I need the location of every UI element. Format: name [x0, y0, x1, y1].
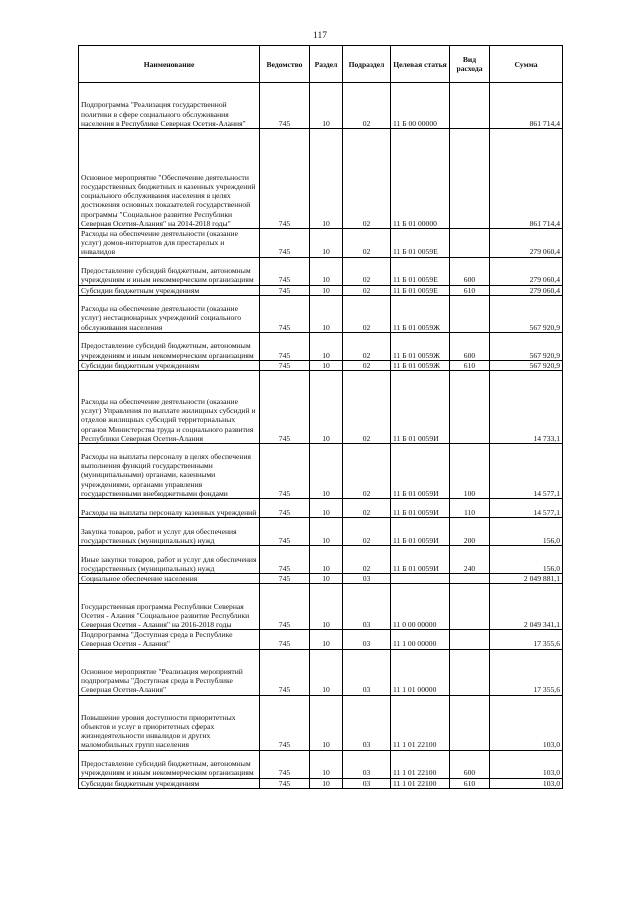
cell-podrazdel: 02 [343, 332, 391, 360]
cell-name: Закупка товаров, работ и услуг для обеспечения государственных (муниципальных) нужд [79, 518, 260, 546]
cell-statya: 11 Б 01 0059Ж [391, 360, 450, 370]
cell-statya: 11 1 01 22100 [391, 778, 450, 788]
cell-podrazdel: 02 [343, 129, 391, 229]
cell-ved: 745 [260, 295, 310, 332]
cell-name: Подпрограмма "Реализация государственной политики в сфере социального обслуживания населения в Республике Северная Осетия-Алания" [79, 83, 260, 129]
cell-statya: 11 Б 01 0059И [391, 444, 450, 499]
cell-podrazdel: 03 [343, 649, 391, 695]
cell-razdel: 10 [310, 546, 343, 574]
cell-vid: 600 [450, 257, 490, 285]
table-row [79, 630, 563, 649]
cell-vid: 610 [450, 778, 490, 788]
table-row [79, 574, 563, 584]
cell-vid: 610 [450, 360, 490, 370]
cell-statya [391, 574, 450, 584]
cell-summa: 17 355,6 [490, 630, 563, 649]
cell-statya: 11 0 00 00000 [391, 584, 450, 630]
cell-podrazdel: 03 [343, 695, 391, 750]
cell-statya: 11 1 01 22100 [391, 750, 450, 778]
cell-vid: 610 [450, 285, 490, 295]
cell-summa: 103,0 [490, 750, 563, 778]
cell-statya: 11 Б 01 00000 [391, 129, 450, 229]
cell-name: Основное мероприятие "Реализация мероприятий подпрограммы "Доступная среда в Республике Северная Осетия-Алания" [79, 649, 260, 695]
cell-summa: 103,0 [490, 778, 563, 788]
cell-podrazdel: 03 [343, 750, 391, 778]
cell-summa: 567 920,9 [490, 360, 563, 370]
cell-vid: 600 [450, 750, 490, 778]
cell-ved: 745 [260, 778, 310, 788]
cell-statya: 11 1 01 22100 [391, 695, 450, 750]
cell-razdel: 10 [310, 444, 343, 499]
cell-statya: 11 Б 00 00000 [391, 83, 450, 129]
cell-name: Государственная программа Республики Северная Осетия - Алания "Социальное развитие Республики Северная Осетия - Алания" на 2016-2018 годы [79, 584, 260, 630]
cell-name: Подпрограмма "Доступная среда в Республике Северная Осетия - Алания" [79, 630, 260, 649]
page-number: 117 [313, 31, 327, 41]
cell-razdel: 10 [310, 371, 343, 444]
cell-podrazdel: 02 [343, 518, 391, 546]
cell-name: Расходы на выплаты персоналу казенных учреждений [79, 499, 260, 518]
cell-statya: 11 Б 01 0059Е [391, 285, 450, 295]
cell-vid [450, 129, 490, 229]
cell-ved: 745 [260, 229, 310, 258]
cell-vid [450, 584, 490, 630]
cell-podrazdel: 02 [343, 285, 391, 295]
table-row [79, 750, 563, 778]
cell-name: Предоставление субсидий бюджетным, автономным учреждениям и иным некоммерческим организациям [79, 750, 260, 778]
cell-razdel: 10 [310, 83, 343, 129]
cell-podrazdel: 02 [343, 371, 391, 444]
cell-razdel: 10 [310, 750, 343, 778]
column-header-vedomstvo: Ведомство [260, 46, 310, 83]
cell-statya: 11 Б 01 0059Ж [391, 332, 450, 360]
cell-name: Расходы на обеспечение деятельности (оказание услуг) Управления по выплате жилищных субсидий и отделов жилищных субсидий территориальных органов Министерства труда и социального развития Республики Северная Осетия-Алания [79, 371, 260, 444]
table-row [79, 295, 563, 332]
table-row [79, 444, 563, 499]
column-header-summa: Сумма [490, 46, 563, 83]
cell-razdel: 10 [310, 574, 343, 584]
cell-razdel: 10 [310, 584, 343, 630]
cell-vid [450, 83, 490, 129]
column-header-podrazdel: Подраздел [343, 46, 391, 83]
cell-razdel: 10 [310, 332, 343, 360]
table-header-row [79, 46, 563, 83]
table-row [79, 695, 563, 750]
cell-ved: 745 [260, 518, 310, 546]
cell-name: Предоставление субсидий бюджетным, автономным учреждениям и иным некоммерческим организациям [79, 332, 260, 360]
cell-name: Расходы на выплаты персоналу в целях обеспечения выполнения функций государственными (муниципальными) органами, казенными учреждениями, органами управления государственными внебюджетными фондами [79, 444, 260, 499]
cell-statya: 11 Б 01 0059Е [391, 229, 450, 258]
cell-name: Расходы на обеспечение деятельности (оказание услуг) нестационарных учреждений социального обслуживания населения [79, 295, 260, 332]
cell-podrazdel: 02 [343, 257, 391, 285]
cell-summa: 279 060,4 [490, 257, 563, 285]
cell-podrazdel: 03 [343, 778, 391, 788]
cell-ved: 745 [260, 546, 310, 574]
cell-vid: 110 [450, 499, 490, 518]
cell-summa: 14 733,1 [490, 371, 563, 444]
cell-podrazdel: 03 [343, 574, 391, 584]
table-row [79, 83, 563, 129]
cell-summa: 156,0 [490, 546, 563, 574]
cell-statya: 11 Б 01 0059И [391, 518, 450, 546]
cell-name: Расходы на обеспечение деятельности (оказание услуг) домов-интернатов для престарелых и инвалидов [79, 229, 260, 258]
cell-ved: 745 [260, 584, 310, 630]
cell-name: Субсидии бюджетным учреждениям [79, 285, 260, 295]
cell-name: Предоставление субсидий бюджетным, автономным учреждениям и иным некоммерческим организациям [79, 257, 260, 285]
cell-summa: 14 577,1 [490, 444, 563, 499]
cell-podrazdel: 02 [343, 83, 391, 129]
cell-summa: 279 060,4 [490, 229, 563, 258]
cell-vid [450, 295, 490, 332]
cell-podrazdel: 02 [343, 295, 391, 332]
cell-statya: 11 Б 01 0059И [391, 499, 450, 518]
table-row [79, 778, 563, 788]
cell-vid [450, 695, 490, 750]
cell-razdel: 10 [310, 499, 343, 518]
cell-podrazdel: 02 [343, 360, 391, 370]
cell-vid [450, 229, 490, 258]
column-header-razdel: Раздел [310, 46, 343, 83]
cell-ved: 745 [260, 695, 310, 750]
column-header-name: Наименование [79, 46, 260, 83]
cell-summa: 567 920,9 [490, 295, 563, 332]
cell-ved: 745 [260, 83, 310, 129]
cell-vid [450, 371, 490, 444]
cell-name: Основное мероприятие "Обеспечение деятельности государственных бюджетных и казенных учреждений социального обслуживания населения в целях достижения основных показателей государственной программы "Социальное развитие Республики Северная Осетия-Алания" на 2014-2018 годы" [79, 129, 260, 229]
cell-razdel: 10 [310, 360, 343, 370]
cell-razdel: 10 [310, 649, 343, 695]
table-row [79, 584, 563, 630]
cell-statya: 11 Б 01 0059И [391, 546, 450, 574]
cell-summa: 14 577,1 [490, 499, 563, 518]
cell-name: Субсидии бюджетным учреждениям [79, 360, 260, 370]
cell-summa: 567 920,9 [490, 332, 563, 360]
table-row [79, 229, 563, 258]
cell-razdel: 10 [310, 295, 343, 332]
cell-razdel: 10 [310, 695, 343, 750]
cell-vid: 200 [450, 518, 490, 546]
cell-podrazdel: 02 [343, 229, 391, 258]
cell-summa: 861 714,4 [490, 129, 563, 229]
cell-razdel: 10 [310, 229, 343, 258]
cell-statya: 11 1 00 00000 [391, 630, 450, 649]
cell-statya: 11 Б 01 0059Ж [391, 295, 450, 332]
cell-summa: 861 714,4 [490, 83, 563, 129]
table-row [79, 518, 563, 546]
cell-statya: 11 Б 01 0059И [391, 371, 450, 444]
cell-summa: 279 060,4 [490, 285, 563, 295]
cell-statya: 11 1 01 00000 [391, 649, 450, 695]
cell-vid [450, 630, 490, 649]
table-row [79, 285, 563, 295]
cell-ved: 745 [260, 257, 310, 285]
cell-razdel: 10 [310, 518, 343, 546]
cell-vid: 240 [450, 546, 490, 574]
cell-razdel: 10 [310, 630, 343, 649]
table-row [79, 499, 563, 518]
column-header-statya: Целевая статья [391, 46, 450, 83]
table-row [79, 129, 563, 229]
table-row [79, 257, 563, 285]
cell-ved: 745 [260, 129, 310, 229]
cell-podrazdel: 03 [343, 584, 391, 630]
cell-ved: 745 [260, 574, 310, 584]
cell-summa: 17 355,6 [490, 649, 563, 695]
cell-ved: 745 [260, 649, 310, 695]
cell-ved: 745 [260, 332, 310, 360]
cell-name: Социальное обеспечение населения [79, 574, 260, 584]
cell-vid: 600 [450, 332, 490, 360]
table-row [79, 546, 563, 574]
cell-ved: 745 [260, 285, 310, 295]
cell-razdel: 10 [310, 257, 343, 285]
cell-summa: 2 049 341,1 [490, 584, 563, 630]
table-row [79, 360, 563, 370]
cell-podrazdel: 02 [343, 546, 391, 574]
table-body [79, 83, 563, 789]
cell-summa: 156,0 [490, 518, 563, 546]
cell-vid: 100 [450, 444, 490, 499]
cell-podrazdel: 02 [343, 499, 391, 518]
cell-ved: 745 [260, 630, 310, 649]
cell-ved: 745 [260, 499, 310, 518]
cell-summa: 2 049 881,1 [490, 574, 563, 584]
cell-name: Иные закупки товаров, работ и услуг для обеспечения государственных (муниципальных) нужд [79, 546, 260, 574]
cell-razdel: 10 [310, 285, 343, 295]
cell-ved: 745 [260, 444, 310, 499]
cell-podrazdel: 02 [343, 444, 391, 499]
cell-vid [450, 574, 490, 584]
column-header-vid: Вид расхода [450, 46, 490, 83]
budget-table [78, 45, 563, 789]
cell-name: Субсидии бюджетным учреждениям [79, 778, 260, 788]
cell-summa: 103,0 [490, 695, 563, 750]
cell-vid [450, 649, 490, 695]
cell-razdel: 10 [310, 129, 343, 229]
table-row [79, 371, 563, 444]
table-row [79, 649, 563, 695]
cell-ved: 745 [260, 371, 310, 444]
table-row [79, 332, 563, 360]
cell-podrazdel: 03 [343, 630, 391, 649]
cell-razdel: 10 [310, 778, 343, 788]
cell-ved: 745 [260, 360, 310, 370]
cell-ved: 745 [260, 750, 310, 778]
cell-statya: 11 Б 01 0059Е [391, 257, 450, 285]
cell-name: Повышение уровня доступности приоритетных объектов и услуг в приоритетных сферах жизнедеятельности инвалидов и других маломобильных групп населения [79, 695, 260, 750]
